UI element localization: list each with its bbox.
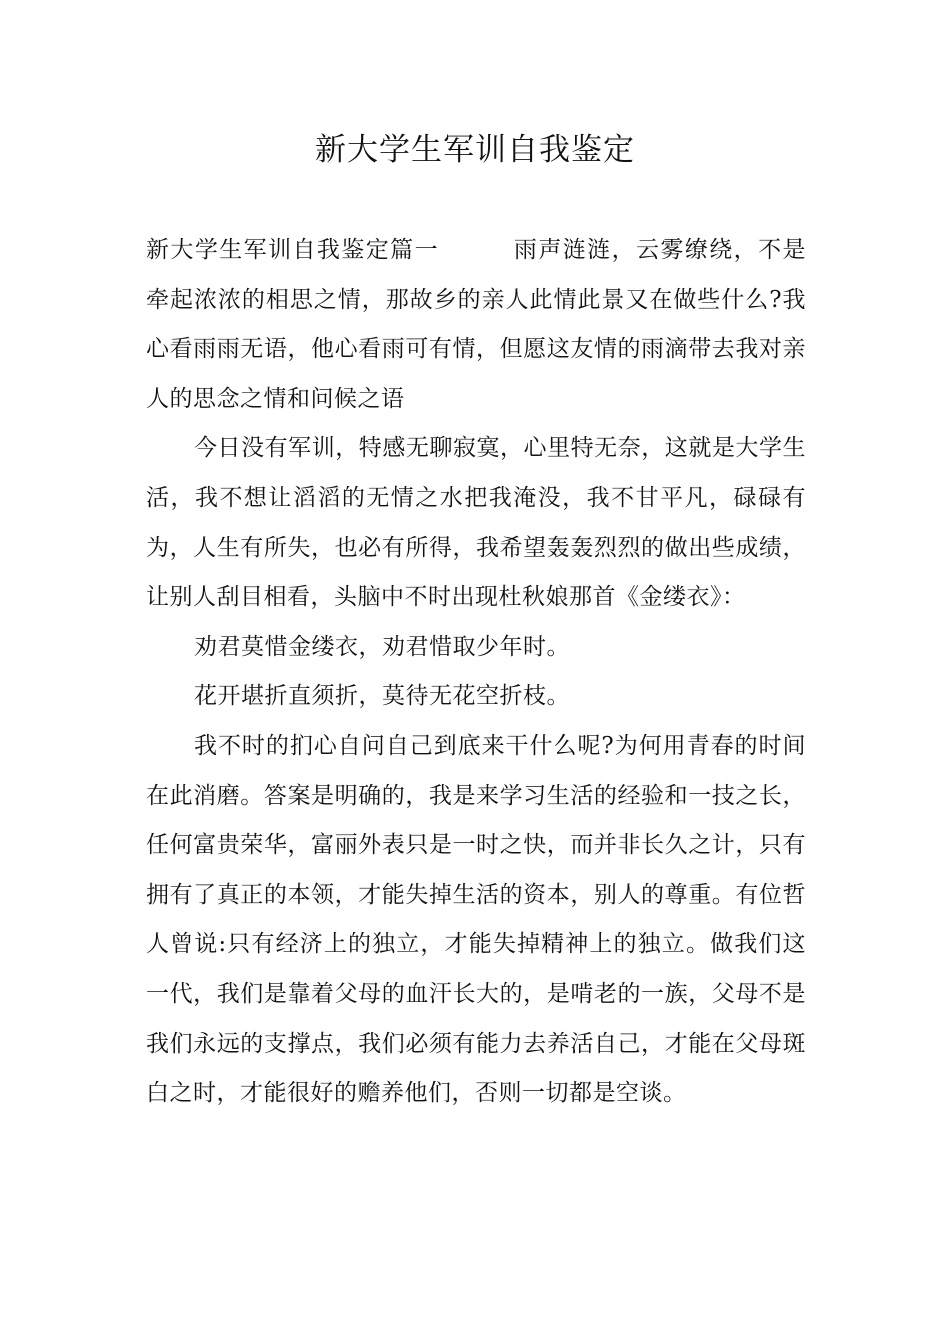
- poem-line-1: 劝君莫惜金缕衣，劝君惜取少年时。: [194, 633, 570, 660]
- poem-line-2: 花开堪折直须折，莫待无花空折枝。: [194, 683, 570, 710]
- paragraph-3: 我不时的扪心自问自己到底来干什么呢?为何用青春的时间在此消磨。答案是明确的，我是来学习生活的经验和一技之长，任何富贵荣华，富丽外表只是一时之快，而并非长久之计，只有拥有了真正的本领，才能失掉生活的资本，别人的尊重。有位哲人曾说:只有经济上的独立，才能失掉精神上的独立。做我们这一代，我们是靠着父母的血汗长大的，是啃老的一族，父母不是我们永远的支撑点，我们必须有能力去养活自己，才能在父母斑白之时，才能很好的赡养他们，否则一切都是空谈。: [146, 732, 806, 1107]
- section-heading: 新大学生军训自我鉴定篇一: [146, 237, 439, 263]
- document-body: [146, 226, 806, 1119]
- paragraph-1: [146, 226, 806, 424]
- document-title: 新大学生军训自我鉴定: [315, 132, 635, 168]
- paragraph-1-text: 雨声涟涟，云雾缭绕，不是牵起浓浓的相思之情，那故乡的亲人此情此景又在做些什么?我心看雨雨无语，他心看雨可有情，但愿这友情的雨滴带去我对亲人的思念之情和问候之语: [146, 237, 807, 412]
- paragraph-2: 今日没有军训，特感无聊寂寞，心里特无奈，这就是大学生活，我不想让滔滔的无情之水把我淹没，我不甘平凡，碌碌有为，人生有所失，也必有所得，我希望轰轰烈烈的做出些成绩，让别人刮目相看，头脑中不时出现杜秋娘那首《金缕衣》：: [146, 435, 806, 611]
